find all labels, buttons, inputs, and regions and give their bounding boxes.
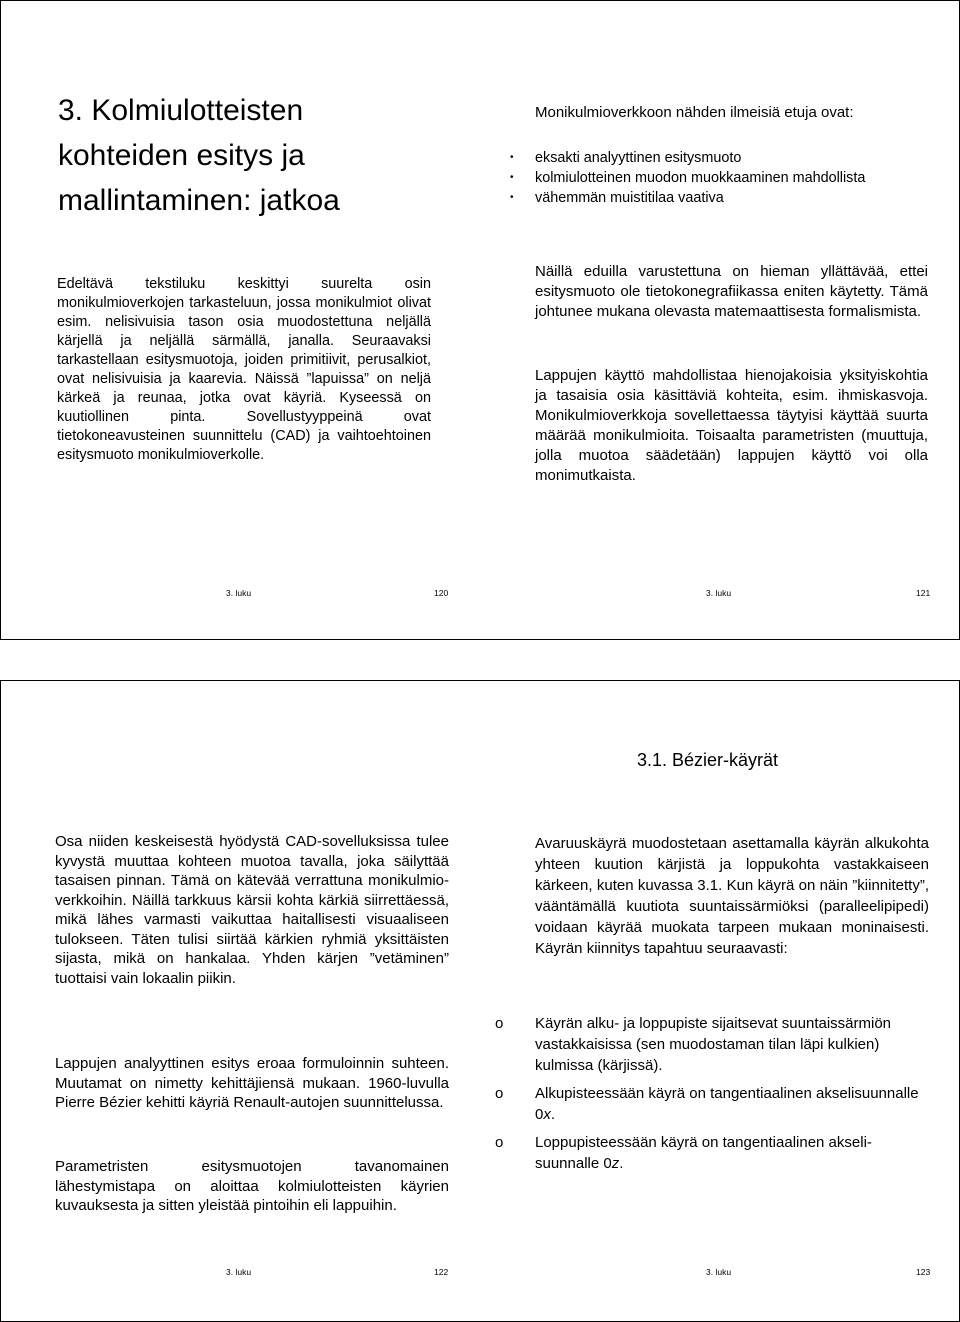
bullet-icon: • <box>510 172 514 183</box>
title-line: mallintaminen: jatkoa <box>58 184 340 217</box>
list-item-text: eksakti analyyttinen esitysmuoto <box>535 150 742 166</box>
page-122-paragraph-2: Lappujen analyyttinen esitys eroaa formuloinnin suhteen. Muutamat on nimetty kehittäjiensä mukaan. 1960-luvulla Pierre Bézier kehitti käyriä Renault-autojen suunnittelussa. <box>55 1055 449 1111</box>
page-121-intro: Monikulmioverkkoon nähden ilmeisiä etuja ovat: <box>535 104 854 121</box>
footer-page-number: 122 <box>434 1267 449 1277</box>
axis-variable: z <box>611 1155 620 1172</box>
list-item <box>495 1013 929 1076</box>
page-122 <box>0 680 480 1322</box>
list-item-text: Alkupisteessään käyrä on tangentiaalinen akselisuunnalle 0 <box>535 1085 919 1123</box>
list-item-text: kolmiulotteinen muodon muokkaaminen mahdollista <box>535 170 866 186</box>
section-title: 3.1. Bézier-käyrät <box>637 750 779 770</box>
list-item <box>510 148 928 168</box>
page-122-paragraph-1: Osa niiden keskeisestä hyödystä CAD-sovelluksissa tulee kyvystä muuttaa kohteen muotoa tavalla, joka säilyttää tasaisen pinnan. Tämä on kätevää verrattuna monikulmioverkkoihin. Näillä tarkkuus kärsii kohta kärkiä siirrettäessä, mikä lähes varmasti vaikuttaa haitallisesti visuaaliseen tulokseen. Täten tulisi siirtää kärkien ryhmiä yksittäisten sijasta, mikä on hankalaa. Yhden kärjen ”vetäminen” tuottaisi vain lokaalin piikin. <box>55 833 449 987</box>
page-121 <box>480 0 960 640</box>
footer-page-number: 120 <box>434 588 449 598</box>
title-line: kohteiden esitys ja <box>58 139 305 172</box>
title-line: 3. Kolmiulotteisten <box>58 94 304 127</box>
circle-marker-icon: o <box>495 1134 504 1151</box>
page-123 <box>480 680 960 1322</box>
list-item <box>510 168 928 188</box>
bullet-icon: • <box>510 152 514 163</box>
list-item-text: Loppupisteessään käyrä on tangentiaalinen akselisuunnalle 0 <box>535 1134 872 1172</box>
footer-chapter: 3. luku <box>706 1267 732 1277</box>
page-121-paragraph-2: Lappujen käyttö mahdollistaa hienojakoisia yksityiskohtia ja tasaisia osia käsittäviä kohteita, esim. ihmiskasvoja. Monikulmioverkkoja sovellettaessa täytyisi käyttää suurta määrää monikulmioita. Toisaalta parametristen (muuttuja, jolla muotoa säädetään) lappujen käyttö voi olla monimutkaista. <box>535 367 928 484</box>
footer-page-number: 123 <box>916 1267 931 1277</box>
advantages-list <box>510 148 928 208</box>
page-122-paragraph-3: Parametristen esitysmuotojen tavanomainen lähestymistapa on aloittaa kolmiulotteisten käyrien kuvauksesta ja sitten yleistää pintoihin eli lappuihin. <box>55 1158 449 1214</box>
page-120-body: Edeltävä tekstiluku keskittyi suurelta osin monikulmioverkojen tarkasteluun, jossa monikulmiot olivat esim. nelisivuisia tason osia muodostettuna neljällä kärjellä ja neljällä särmällä, janalla. Seuraavaksi tarkastellaan esitysmuotoja, joiden primitiivit, perusalkiot, ovat nelisivuisia ja kaarevia. Näissä ”lapuissa” on neljä kärkeä ja reunaa, jotka ovat käyriä. Kyseessä on kuutiollinen pinta. Sovellustyyppeinä ovat tietokoneavusteinen suunnittelu (CAD) ja vaihtoehtoinen esitysmuoto monikulmioverkolle. <box>57 276 431 463</box>
footer-chapter: 3. luku <box>226 588 252 598</box>
footer-page-number: 121 <box>916 588 931 598</box>
footer-chapter: 3. luku <box>706 588 732 598</box>
list-item-text: vähemmän muistitilaa vaativa <box>535 190 724 206</box>
list-item-end: . <box>619 1155 624 1172</box>
circle-marker-icon: o <box>495 1015 504 1032</box>
list-item-end: . <box>550 1106 556 1123</box>
page-120-title <box>58 88 458 223</box>
list-item <box>495 1132 929 1174</box>
footer-chapter: 3. luku <box>226 1267 252 1277</box>
circle-marker-icon: o <box>495 1085 504 1102</box>
fixing-steps-list <box>495 1013 929 1181</box>
page-120 <box>0 0 480 640</box>
page-121-paragraph-1: Näillä eduilla varustettuna on hieman yllättävää, ettei esitysmuoto ole tietokonegrafiikassa eniten käytetty. Tämä johtunee mukana olevasta matemaattisesta formalismista. <box>535 263 928 320</box>
page-123-paragraph-1: Avaruuskäyrä muodostetaan asettamalla käyrän alkukohta yhteen kuution kärjistä ja loppukohta vastakkaiseen kärkeen, kuten kuvassa 3.1. Kun käyrä on näin ”kiinnitetty”, vääntämällä kuutiota suuntaissärmiöksi (paralleelipipedi) voidaan käyrää muokata tarpeen mukaan moninaisesti. Käyrän kiinnitys tapahtuu seuraavasti: <box>535 835 929 957</box>
list-item <box>510 188 928 208</box>
axis-variable: x <box>543 1106 551 1123</box>
list-item-text: Käyrän alku- ja loppupiste sijaitsevat suuntaissärmiön vastakkaisissa (sen muodostaman tilan läpi kulkien) kulmissa (kärjissä). <box>535 1015 892 1074</box>
list-item <box>495 1083 929 1125</box>
bullet-icon: • <box>510 192 514 203</box>
